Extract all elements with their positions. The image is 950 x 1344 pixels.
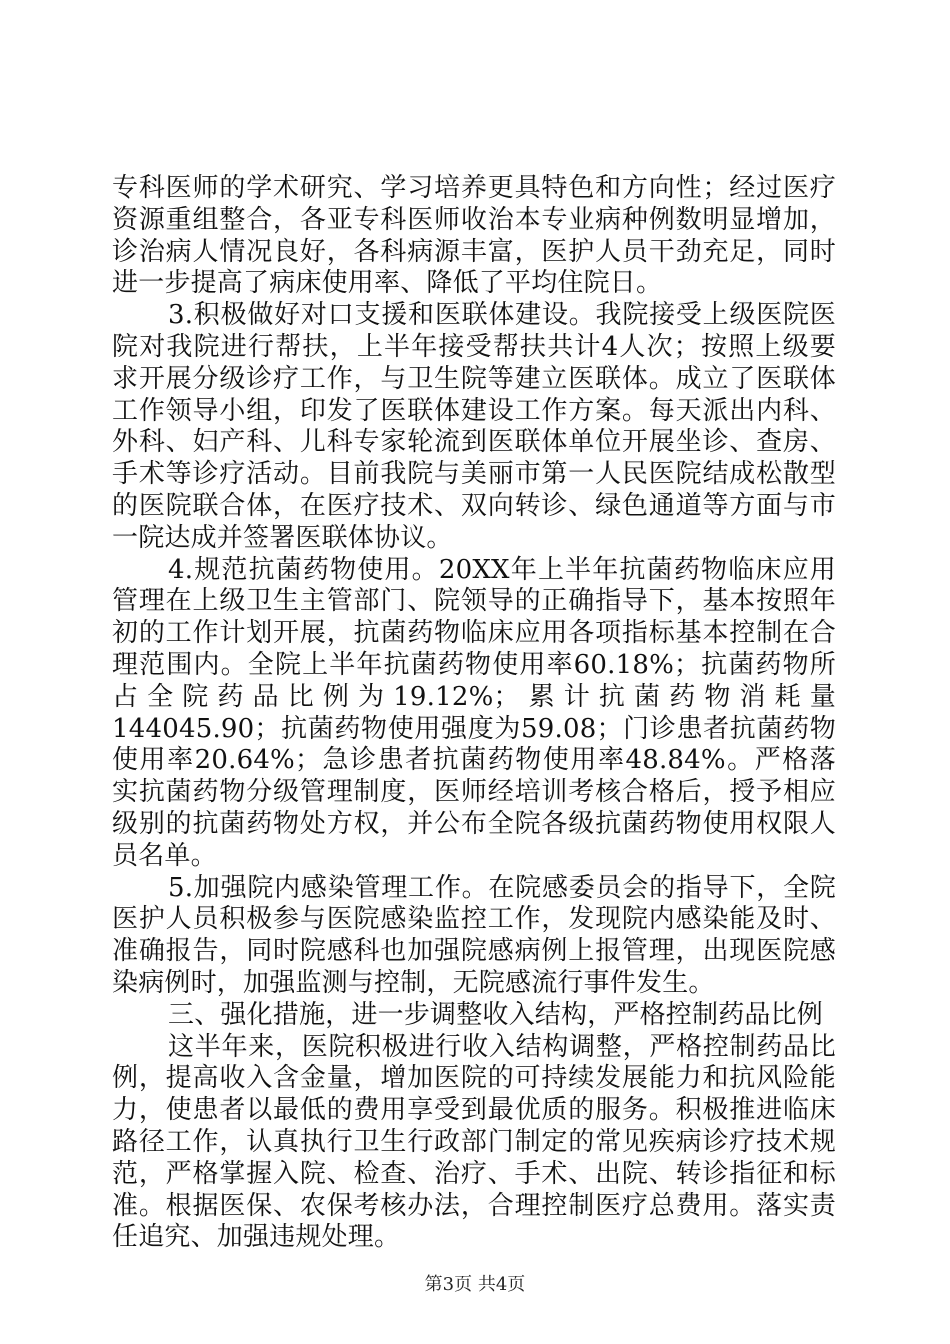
paragraph-section-3: 这半年来，医院积极进行收入结构调整，严格控制药品比例，提高收入含金量，增加医院的可持续发展能力和抗风险能力，使患者以最低的费用享受到最优质的服务。积极推进临床路径工作，认真执行卫生行政部门制定的常见疾病诊疗技术规范，严格掌握入院、检查、治疗、手术、出院、转诊指征和标准。根据医保、农保考核办法，合理控制医疗总费用。落实责任追究、加强违规处理。: [112, 1031, 836, 1253]
paragraph-item-5: 5.加强院内感染管理工作。在院感委员会的指导下，全院医护人员积极参与医院感染监控工作，发现院内感染能及时、准确报告，同时院感科也加强院感病例上报管理，出现医院感染病例时，加强监测与控制，无院感流行事件发生。: [112, 872, 836, 998]
paragraph-item-3: 3.积极做好对口支援和医联体建设。我院接受上级医院医院对我院进行帮扶，上半年接受帮扶共计4人次；按照上级要求开展分级诊疗工作，与卫生院等建立医联体。成立了医联体工作领导小组，印发了医联体建设工作方案。每天派出内科、外科、妇产科、儿科专家轮流到医联体单位开展坐诊、查房、手术等诊疗活动。目前我院与美丽市第一人民医院结成松散型的医院联合体，在医疗技术、双向转诊、绿色通道等方面与市一院达成并签署医联体协议。: [112, 300, 836, 553]
paragraph-continued: 专科医师的学术研究、学习培养更具特色和方向性；经过医疗资源重组整合，各亚专科医师收治本专业病种例数明显增加，诊治病人情况良好，各科病源丰富，医护人员干劲充足，同时进一步提高了病床使用率、降低了平均住院日。: [112, 173, 836, 299]
document-body: [112, 173, 836, 1254]
section-heading-3: 三、强化措施，进一步调整收入结构，严格控制药品比例: [168, 999, 824, 1030]
paragraph-item-4: 4.规范抗菌药物使用。20XX年上半年抗菌药物临床应用管理在上级卫生主管部门、院领导的正确指导下，基本按照年初的工作计划开展，抗菌药物临床应用各项指标基本控制在合理范围内。全院上半年抗菌药物使用率60.18%；抗菌药物所占全院药品比例为19.12%；累计抗菌药物消耗量144045.90；抗菌药物使用强度为59.08；门诊患者抗菌药物使用率20.64%；急诊患者抗菌药物使用率48.84%。严格落实抗菌药物分级管理制度，医师经培训考核合格后，授予相应级别的抗菌药物处方权，并公布全院各级抗菌药物使用权限人员名单。: [112, 554, 836, 871]
page-footer: 第3页 共4页: [424, 1274, 526, 1295]
